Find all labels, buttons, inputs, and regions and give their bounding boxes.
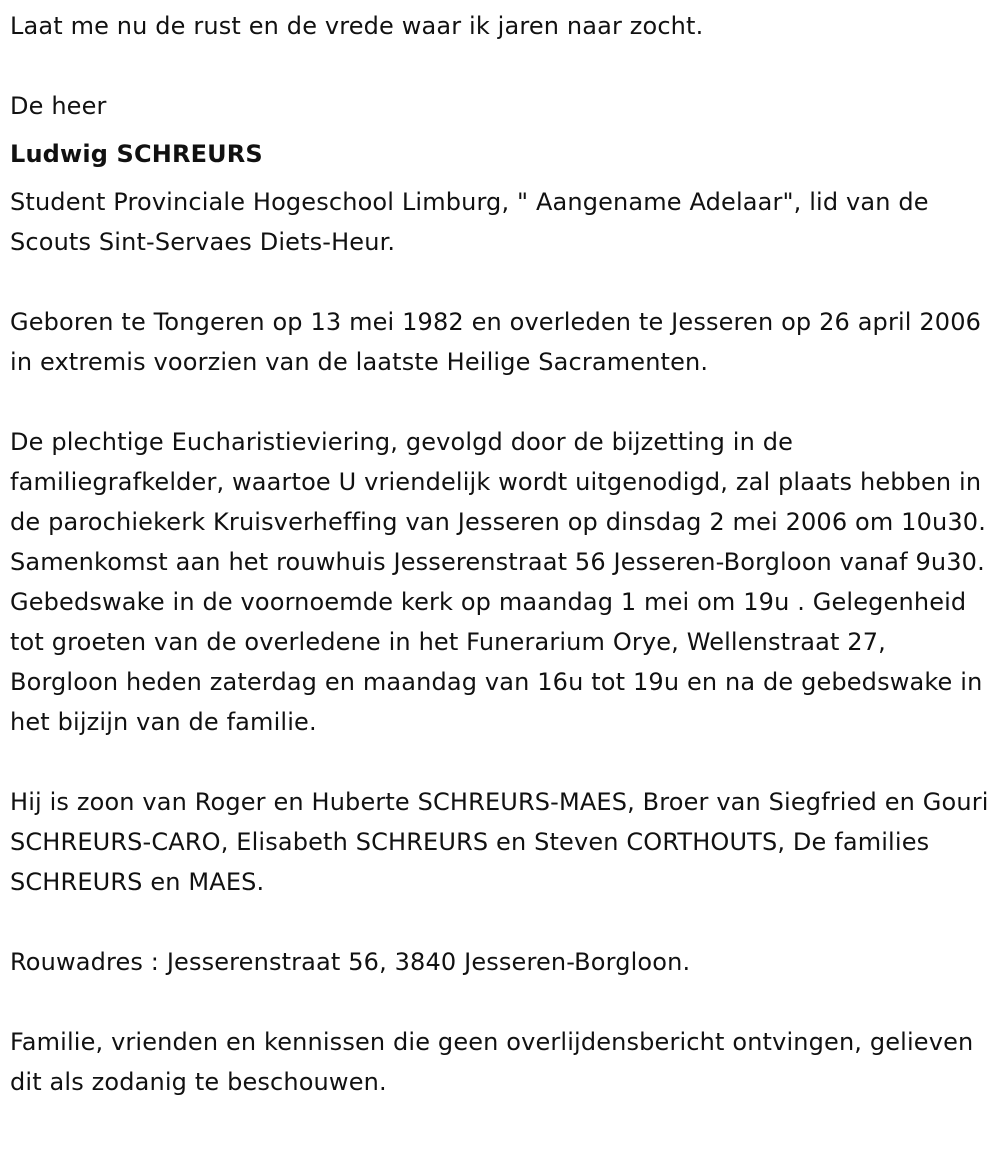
salutation: De heer (10, 92, 107, 120)
deceased-name: Ludwig SCHREURS (10, 140, 263, 168)
obituary-notice (10, 6, 995, 1102)
affiliation-text: Student Provinciale Hogeschool Limburg, " Aangename Adelaar", lid van de Scouts Sint-Servaes Diets-Heur. (10, 188, 929, 256)
address-text: Rouwadres : Jesserenstraat 56, 3840 Jesseren-Borgloon. (10, 948, 691, 976)
ceremony-text: De plechtige Eucharistieviering, gevolgd door de bijzetting in de familiegrafkelder, waartoe U vriendelijk wordt uitgenodigd, zal plaats hebben in de parochiekerk Kruisverheffing van Jesseren op dinsdag 2 mei 2006 om 10u30. Samenkomst aan het rouwhuis Jesserenstraat 56 Jesseren-Borgloon vanaf 9u30. Gebedswake in de voornoemde kerk op maandag 1 mei om 19u . Gelegenheid tot groeten van de overledene in het Funerarium Orye, Wellenstraat 27, Borgloon heden zaterdag en maandag van 16u tot 19u en na de gebedswake in het bijzijn van de familie. (10, 428, 986, 736)
birth-death-text: Geboren te Tongeren op 13 mei 1982 en overleden te Jesseren op 26 april 2006 in extremis voorzien van de laatste Heilige Sacramenten. (10, 308, 982, 376)
closing-text: Familie, vrienden en kennissen die geen overlijdensbericht ontvingen, gelieven dit als zodanig te beschouwen. (10, 1028, 974, 1096)
opening-quote: Laat me nu de rust en de vrede waar ik jaren naar zocht. (10, 12, 704, 40)
family-text: Hij is zoon van Roger en Huberte SCHREURS-MAES, Broer van Siegfried en Gouri SCHREURS-CARO, Elisabeth SCHREURS en Steven CORTHOUTS, De families SCHREURS en MAES. (10, 788, 989, 896)
